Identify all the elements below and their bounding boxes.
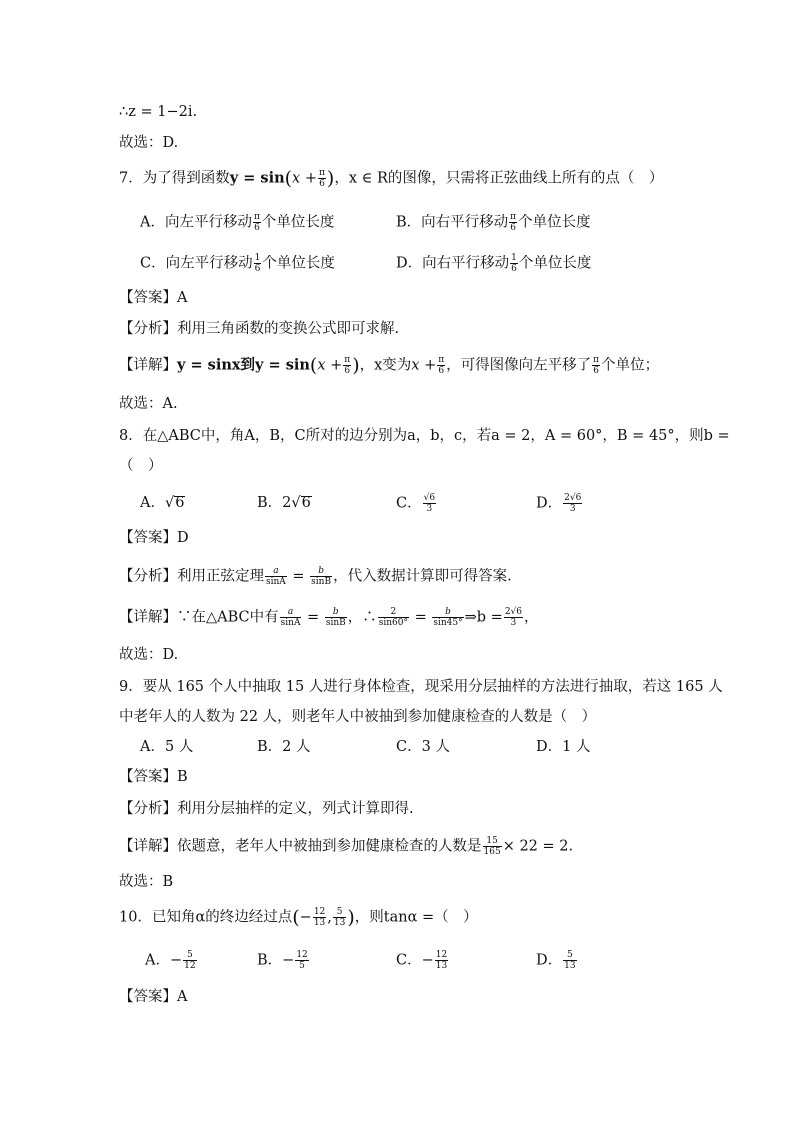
q8-choose: 故选：D. [119, 647, 179, 663]
q9-analysis: 【分析】利用分层抽样的定义，列式计算即得. [119, 801, 414, 817]
paren: ( [284, 167, 293, 190]
q8-answer: 【答案】D [119, 530, 189, 546]
q9-stem-2: 中老年人的人数为 22 人，则老年人中被抽到参加健康检查的人数是（ ） [119, 709, 597, 725]
q8-option-a: A．√6 [140, 495, 185, 511]
q8-analysis: 【分析】利用正弦定理 $\frac{a}{\sin A}$ = $\frac{b}{\sin B}$ ，代入数据计算即可得答案. [119, 566, 512, 587]
q10-option-d: D． $\frac{5}{13}$ [536, 950, 576, 971]
q9-option-a: A．5 人 [140, 739, 194, 755]
q7-answer: 【答案】A [119, 290, 188, 306]
q9-detail: 【详解】依题意，老年人中被抽到参加健康检查的人数是 $\frac{15}{165}$ × 22 = 2. [119, 836, 574, 857]
q9-stem-1: 9．要从 165 个人中抽取 15 人进行身体检查，现采用分层抽样的方法进行抽取，若这 165 人 [119, 679, 723, 695]
question-number: 7． [119, 170, 143, 187]
q8-stem: 8．在△ABC中，角A，B，C所对的边分别为a，b，c，若a = 2，A = 60°，B = 45°，则b = [119, 428, 730, 444]
q8-option-d: D． $\frac{2√6}{3}$ [536, 493, 582, 514]
q10-option-b: B．− $\frac{12}{5}$ [257, 950, 308, 971]
q7-detail: 【详解】y = sinx到y = sin(x + $\frac{\pi}{6}$ )，x变为x + $\frac{\pi}{6}$ ，可得图像向左平移了 $\frac{\pi}{6}$ 个单位； [119, 354, 660, 377]
q8-blank: （ ） [119, 458, 163, 474]
choose-line: 故选：D. [119, 135, 179, 151]
q10-answer: 【答案】A [119, 989, 188, 1005]
q9-answer: 【答案】B [119, 769, 188, 785]
q9-option-b: B．2 人 [257, 739, 311, 755]
q7-option-d: D．向右平行移动 $\frac{1}{6}$ 个单位长度 [396, 253, 592, 274]
q8-option-c: C． $\frac{√6}{3}$ [396, 493, 436, 514]
q7-choose: 故选：A. [119, 396, 178, 412]
q7-text: 为了得到函数 [142, 170, 230, 187]
q10-option-c: C．− $\frac{12}{13}$ [396, 950, 448, 971]
q9-choose: 故选：B [119, 874, 174, 890]
q7-text: ，x ∈ R的图像，只需将正弦曲线上所有的点（ ） [334, 170, 664, 187]
q9-option-c: C．3 人 [396, 739, 450, 755]
q7-x-plus: x + [292, 170, 317, 187]
q7-stem [119, 168, 663, 189]
q7-option-a: A．向左平行移动 $\frac{\pi}{6}$ 个单位长度 [140, 212, 335, 233]
paren: ) [326, 167, 335, 190]
q10-option-a: A．− $\frac{5}{12}$ [145, 950, 196, 971]
q7-option-c: C．向左平行移动 $\frac{1}{6}$ 个单位长度 [140, 253, 335, 274]
q7-analysis: 【分析】利用三角函数的变换公式即可求解. [119, 321, 400, 337]
q8-option-b: B．2√6 [257, 495, 311, 511]
fraction: $\frac{\pi}{6}$ [318, 168, 325, 189]
q9-option-d: D．1 人 [536, 739, 591, 755]
q7-option-b: B．向右平行移动 $\frac{\pi}{6}$ 个单位长度 [396, 212, 591, 233]
q8-detail: 【详解】∵在△ABC中有 $\frac{a}{\sin A}$ = $\frac{b}{\sin B}$ ，∴ $\frac{2}{\sin 60^\circ}$ = $\frac{b}{\sin 45^\circ}$ ⇒b = $\frac{2√6}{3}$ ， [119, 607, 539, 628]
conclusion-line: ∴z = 1−2i. [119, 104, 198, 120]
q10-stem: 10．已知角α的终边经过点(− $\frac{12}{13}$ , $\frac{5}{13}$ )，则tanα =（ ） [119, 906, 478, 929]
q7-function: y = sin [229, 169, 285, 187]
